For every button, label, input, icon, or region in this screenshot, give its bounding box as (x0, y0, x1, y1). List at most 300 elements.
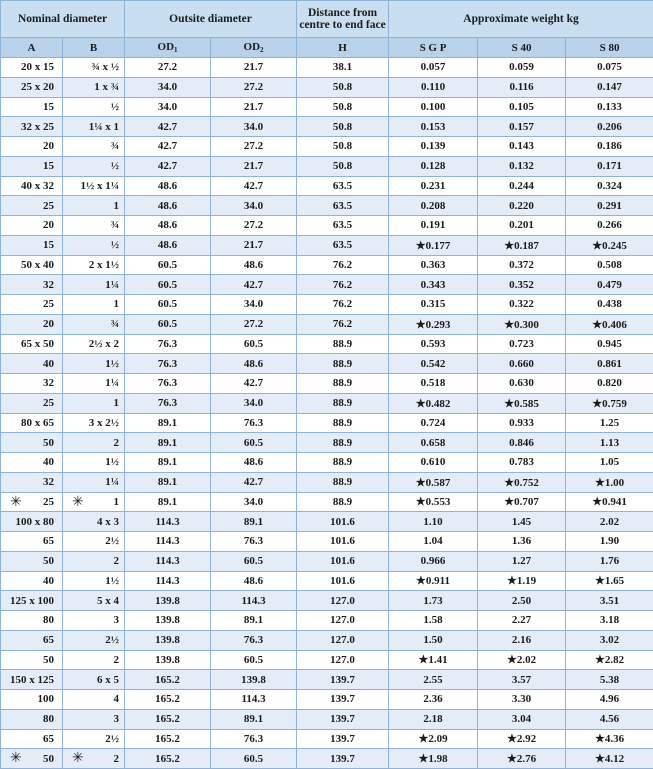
cell-b (63, 295, 125, 315)
cell-b-value: 3 (114, 713, 120, 725)
cell-s40: ★0.300 (478, 314, 566, 334)
cell-b-value: 2½ x 2 (89, 338, 119, 350)
cell-od2: 21.7 (211, 235, 297, 255)
cell-b (63, 433, 125, 453)
cell-b (63, 492, 125, 512)
cell-s40: 0.372 (478, 255, 566, 275)
cell-sgp: 2.55 (389, 670, 478, 690)
cell-a-value: 25 (43, 200, 54, 212)
table-row (1, 196, 653, 216)
header-col-a: A (1, 38, 63, 58)
cell-a-value: 20 (43, 219, 54, 231)
cell-h: 38.1 (297, 58, 389, 78)
cell-a-value: 100 (38, 693, 55, 705)
table-row (1, 156, 653, 176)
cell-a-value: 65 (43, 733, 54, 745)
cell-a (1, 453, 63, 473)
cell-b-value: ¾ (111, 140, 119, 152)
cell-a-value: 40 (43, 358, 54, 370)
cell-b (63, 709, 125, 729)
cell-sgp: 0.139 (389, 137, 478, 157)
cell-s80: 3.02 (566, 630, 653, 650)
table-row (1, 729, 653, 749)
cell-h: 50.8 (297, 137, 389, 157)
cell-h: 127.0 (297, 611, 389, 631)
cell-a-value: 25 x 20 (21, 81, 54, 93)
cell-b-value: 4 x 3 (97, 516, 119, 528)
cell-od1: 139.8 (125, 611, 211, 631)
cell-a (1, 196, 63, 216)
cell-b (63, 611, 125, 631)
cell-b (63, 630, 125, 650)
cell-s40: 0.352 (478, 275, 566, 295)
cell-od1: 76.3 (125, 334, 211, 354)
table-body (1, 58, 653, 769)
cell-sgp: 0.724 (389, 413, 478, 433)
cell-od2: 76.3 (211, 413, 297, 433)
cell-a (1, 176, 63, 196)
header-col-od1-sub: 1 (174, 46, 178, 54)
header-row-groups (1, 1, 653, 38)
cell-sgp: 1.73 (389, 591, 478, 611)
cell-s80: ★1.65 (566, 571, 653, 591)
cell-b (63, 137, 125, 157)
cell-s80: 0.186 (566, 137, 653, 157)
cell-h: 76.2 (297, 314, 389, 334)
cell-s80: 4.56 (566, 709, 653, 729)
cell-od2: 27.2 (211, 216, 297, 236)
table-row (1, 611, 653, 631)
cell-a (1, 690, 63, 710)
cell-a (1, 334, 63, 354)
cell-s40: 1.36 (478, 532, 566, 552)
cell-b (63, 314, 125, 334)
cell-b (63, 413, 125, 433)
cell-od1: 76.3 (125, 354, 211, 374)
cell-a (1, 413, 63, 433)
cell-b (63, 196, 125, 216)
cell-b (63, 591, 125, 611)
cell-sgp: 0.343 (389, 275, 478, 295)
cell-od1: 48.6 (125, 216, 211, 236)
table-row (1, 334, 653, 354)
cell-b-value: 2 (114, 753, 120, 765)
cell-h: 63.5 (297, 235, 389, 255)
header-col-s40: S 40 (478, 38, 566, 58)
asterisk-mark: ✳ (10, 750, 22, 767)
cell-a (1, 729, 63, 749)
cell-s80: 0.479 (566, 275, 653, 295)
cell-b (63, 472, 125, 492)
cell-s40: 2.27 (478, 611, 566, 631)
cell-a-value: 32 (43, 377, 54, 389)
cell-sgp: 0.593 (389, 334, 478, 354)
cell-h: 88.9 (297, 374, 389, 394)
cell-od2: 60.5 (211, 749, 297, 769)
cell-a-value: 65 (43, 535, 54, 547)
cell-b-value: ½ (111, 239, 119, 251)
cell-a (1, 255, 63, 275)
cell-b-value: 2 x 1½ (89, 259, 119, 271)
cell-a (1, 117, 63, 137)
cell-a (1, 156, 63, 176)
cell-sgp: 0.100 (389, 97, 478, 117)
cell-s80: 0.861 (566, 354, 653, 374)
cell-s40: 1.27 (478, 551, 566, 571)
cell-od2: 60.5 (211, 334, 297, 354)
cell-sgp: ★0.587 (389, 472, 478, 492)
cell-h: 88.9 (297, 433, 389, 453)
cell-a-value: 50 (43, 555, 54, 567)
cell-od2: 60.5 (211, 551, 297, 571)
cell-b-value: 1½ x 1¼ (81, 180, 120, 192)
cell-sgp: 0.191 (389, 216, 478, 236)
cell-s80: ★0.406 (566, 314, 653, 334)
cell-od1: 89.1 (125, 472, 211, 492)
header-col-od2-sub: 2 (260, 46, 264, 54)
table-row (1, 295, 653, 315)
cell-od1: 165.2 (125, 709, 211, 729)
cell-od1: 27.2 (125, 58, 211, 78)
cell-b-value: ¾ (111, 318, 119, 330)
cell-sgp: ★0.482 (389, 393, 478, 413)
header-col-od1 (125, 38, 211, 58)
header-nominal-diameter: Nominal diameter (1, 1, 125, 38)
table-row (1, 97, 653, 117)
cell-s40: 0.105 (478, 97, 566, 117)
cell-od1: 42.7 (125, 117, 211, 137)
table-row (1, 571, 653, 591)
table-row (1, 630, 653, 650)
cell-sgp: ★0.553 (389, 492, 478, 512)
cell-a-value: 150 x 125 (10, 674, 54, 686)
cell-a-value: 25 (43, 397, 54, 409)
cell-b-value: 2½ (105, 733, 119, 745)
cell-s40: ★0.752 (478, 472, 566, 492)
cell-a-value: 40 (43, 575, 54, 587)
cell-h: 50.8 (297, 77, 389, 97)
cell-b (63, 453, 125, 473)
cell-od2: 42.7 (211, 176, 297, 196)
cell-b-value: 1¼ (105, 279, 119, 291)
cell-b-value: 1¼ (105, 476, 119, 488)
cell-b-value: 2 (114, 437, 120, 449)
cell-s80: ★4.12 (566, 749, 653, 769)
cell-s80: 4.96 (566, 690, 653, 710)
cell-od1: 60.5 (125, 275, 211, 295)
cell-a-value: 20 (43, 318, 54, 330)
cell-sgp: ★0.911 (389, 571, 478, 591)
cell-od1: 76.3 (125, 393, 211, 413)
cell-a (1, 137, 63, 157)
cell-a (1, 749, 63, 769)
header-col-sgp: S G P (389, 38, 478, 58)
cell-b-value: 2 (114, 555, 120, 567)
cell-a (1, 611, 63, 631)
cell-s80: 0.438 (566, 295, 653, 315)
cell-b-value: 1½ (105, 575, 119, 587)
cell-od2: 89.1 (211, 512, 297, 532)
table-header (1, 1, 653, 58)
cell-b (63, 749, 125, 769)
cell-s80: ★2.82 (566, 650, 653, 670)
cell-s40: 2.16 (478, 630, 566, 650)
cell-od2: 21.7 (211, 58, 297, 78)
cell-od1: 76.3 (125, 374, 211, 394)
cell-h: 63.5 (297, 196, 389, 216)
cell-s40: 1.45 (478, 512, 566, 532)
table-row (1, 176, 653, 196)
cell-s80: 0.171 (566, 156, 653, 176)
cell-s40: 0.630 (478, 374, 566, 394)
cell-od2: 48.6 (211, 453, 297, 473)
cell-s80: ★0.941 (566, 492, 653, 512)
cell-b (63, 97, 125, 117)
cell-od1: 89.1 (125, 492, 211, 512)
table-row (1, 393, 653, 413)
header-col-b: B (63, 38, 125, 58)
cell-s80: 1.90 (566, 532, 653, 552)
cell-a (1, 630, 63, 650)
cell-s80: 0.133 (566, 97, 653, 117)
cell-s80: 2.02 (566, 512, 653, 532)
header-col-od2 (211, 38, 297, 58)
cell-a-value: 50 (43, 753, 54, 765)
cell-s40: 0.201 (478, 216, 566, 236)
cell-sgp: 2.36 (389, 690, 478, 710)
cell-s80: 3.51 (566, 591, 653, 611)
cell-b (63, 235, 125, 255)
table-row (1, 275, 653, 295)
cell-od2: 42.7 (211, 275, 297, 295)
cell-od2: 89.1 (211, 709, 297, 729)
table-row (1, 690, 653, 710)
header-weight: Approximate weight kg (389, 1, 653, 38)
cell-h: 88.9 (297, 334, 389, 354)
cell-s80: ★1.00 (566, 472, 653, 492)
cell-od2: 76.3 (211, 729, 297, 749)
cell-s40: ★2.76 (478, 749, 566, 769)
cell-od1: 165.2 (125, 749, 211, 769)
cell-s80: 0.075 (566, 58, 653, 78)
header-col-h: H (297, 38, 389, 58)
cell-s80: 0.206 (566, 117, 653, 137)
table-row (1, 354, 653, 374)
cell-b-value: 6 x 5 (97, 674, 119, 686)
cell-b (63, 255, 125, 275)
cell-od2: 48.6 (211, 255, 297, 275)
cell-s80: 1.05 (566, 453, 653, 473)
cell-h: 127.0 (297, 650, 389, 670)
cell-b (63, 690, 125, 710)
cell-b-value: 2½ (105, 634, 119, 646)
cell-a-value: 80 (43, 713, 54, 725)
cell-h: 76.2 (297, 275, 389, 295)
cell-s40: 3.57 (478, 670, 566, 690)
cell-a (1, 295, 63, 315)
table-row (1, 433, 653, 453)
cell-s80: 0.324 (566, 176, 653, 196)
cell-od2: 42.7 (211, 472, 297, 492)
cell-b-value: 3 (114, 614, 120, 626)
cell-a (1, 512, 63, 532)
cell-s80: 0.945 (566, 334, 653, 354)
asterisk-mark: ✳ (72, 494, 84, 511)
cell-s80: 3.18 (566, 611, 653, 631)
cell-od2: 21.7 (211, 156, 297, 176)
cell-s80: 1.76 (566, 551, 653, 571)
cell-od1: 48.6 (125, 196, 211, 216)
cell-h: 139.7 (297, 709, 389, 729)
asterisk-mark: ✳ (72, 750, 84, 767)
cell-b-value: ¾ (111, 219, 119, 231)
cell-s40: 0.143 (478, 137, 566, 157)
table-row (1, 413, 653, 433)
cell-a (1, 492, 63, 512)
cell-sgp: 0.363 (389, 255, 478, 275)
table-row (1, 314, 653, 334)
cell-h: 50.8 (297, 156, 389, 176)
cell-a (1, 354, 63, 374)
cell-a-value: 32 x 25 (21, 121, 54, 133)
cell-h: 88.9 (297, 453, 389, 473)
cell-od2: 42.7 (211, 374, 297, 394)
cell-a (1, 433, 63, 453)
cell-a-value: 100 x 80 (16, 516, 55, 528)
cell-sgp: ★2.09 (389, 729, 478, 749)
cell-h: 139.7 (297, 749, 389, 769)
cell-a-value: 20 (43, 140, 54, 152)
cell-b (63, 216, 125, 236)
cell-sgp: 0.057 (389, 58, 478, 78)
cell-sgp: 1.10 (389, 512, 478, 532)
table-row (1, 551, 653, 571)
cell-sgp: 0.610 (389, 453, 478, 473)
cell-a (1, 77, 63, 97)
cell-s80: 0.820 (566, 374, 653, 394)
cell-b (63, 374, 125, 394)
cell-a-value: 32 (43, 279, 54, 291)
table-row (1, 591, 653, 611)
cell-b (63, 670, 125, 690)
cell-od1: 60.5 (125, 255, 211, 275)
header-col-od2-text: OD (244, 41, 261, 53)
cell-a-value: 65 x 50 (21, 338, 54, 350)
cell-s40: 0.322 (478, 295, 566, 315)
cell-od2: 89.1 (211, 611, 297, 631)
cell-h: 88.9 (297, 472, 389, 492)
cell-od2: 34.0 (211, 117, 297, 137)
cell-a (1, 571, 63, 591)
cell-a-value: 65 (43, 634, 54, 646)
cell-h: 88.9 (297, 413, 389, 433)
asterisk-mark: ✳ (10, 494, 22, 511)
cell-od1: 89.1 (125, 413, 211, 433)
cell-h: 101.6 (297, 571, 389, 591)
cell-b (63, 551, 125, 571)
cell-od2: 48.6 (211, 571, 297, 591)
cell-sgp: 0.110 (389, 77, 478, 97)
cell-od2: 76.3 (211, 532, 297, 552)
cell-s40: 0.723 (478, 334, 566, 354)
cell-s40: 0.220 (478, 196, 566, 216)
cell-b-value: ½ (111, 160, 119, 172)
cell-s80: 0.508 (566, 255, 653, 275)
cell-od1: 42.7 (125, 156, 211, 176)
table-row (1, 216, 653, 236)
cell-od2: 48.6 (211, 354, 297, 374)
cell-b (63, 512, 125, 532)
cell-h: 76.2 (297, 255, 389, 275)
cell-b (63, 334, 125, 354)
cell-a-value: 25 (43, 496, 54, 508)
cell-a (1, 314, 63, 334)
cell-a (1, 532, 63, 552)
cell-s80: ★4.36 (566, 729, 653, 749)
cell-b (63, 532, 125, 552)
cell-s80: ★0.759 (566, 393, 653, 413)
cell-s40: ★1.19 (478, 571, 566, 591)
cell-b (63, 156, 125, 176)
cell-s80: ★0.245 (566, 235, 653, 255)
cell-h: 63.5 (297, 216, 389, 236)
cell-a (1, 393, 63, 413)
cell-s40: 0.846 (478, 433, 566, 453)
cell-sgp: 0.315 (389, 295, 478, 315)
cell-od1: 139.8 (125, 630, 211, 650)
cell-a-value: 15 (43, 160, 54, 172)
cell-h: 88.9 (297, 393, 389, 413)
cell-od1: 48.6 (125, 235, 211, 255)
cell-a-value: 15 (43, 239, 54, 251)
cell-od1: 89.1 (125, 433, 211, 453)
cell-b-value: 1¼ x 1 (89, 121, 119, 133)
table-row (1, 235, 653, 255)
table-row (1, 670, 653, 690)
cell-s80: 1.25 (566, 413, 653, 433)
cell-b-value: 4 (114, 693, 120, 705)
table-row (1, 749, 653, 769)
cell-od1: 114.3 (125, 551, 211, 571)
cell-od1: 114.3 (125, 512, 211, 532)
cell-b-value: 3 x 2½ (89, 417, 119, 429)
cell-b (63, 176, 125, 196)
cell-b (63, 650, 125, 670)
table-row (1, 532, 653, 552)
cell-h: 139.7 (297, 690, 389, 710)
cell-od2: 27.2 (211, 137, 297, 157)
cell-od1: 114.3 (125, 571, 211, 591)
cell-a (1, 97, 63, 117)
cell-h: 63.5 (297, 176, 389, 196)
cell-s40: ★0.585 (478, 393, 566, 413)
cell-a-value: 80 x 65 (21, 417, 54, 429)
cell-h: 101.6 (297, 532, 389, 552)
cell-od2: 27.2 (211, 77, 297, 97)
cell-od1: 34.0 (125, 77, 211, 97)
cell-h: 50.8 (297, 97, 389, 117)
cell-a (1, 275, 63, 295)
cell-a-value: 40 x 32 (21, 180, 54, 192)
cell-s80: 0.266 (566, 216, 653, 236)
cell-a-value: 50 (43, 654, 54, 666)
cell-b (63, 571, 125, 591)
cell-a (1, 650, 63, 670)
cell-b-value: 5 x 4 (97, 595, 119, 607)
cell-od1: 114.3 (125, 532, 211, 552)
cell-a (1, 58, 63, 78)
cell-h: 101.6 (297, 512, 389, 532)
